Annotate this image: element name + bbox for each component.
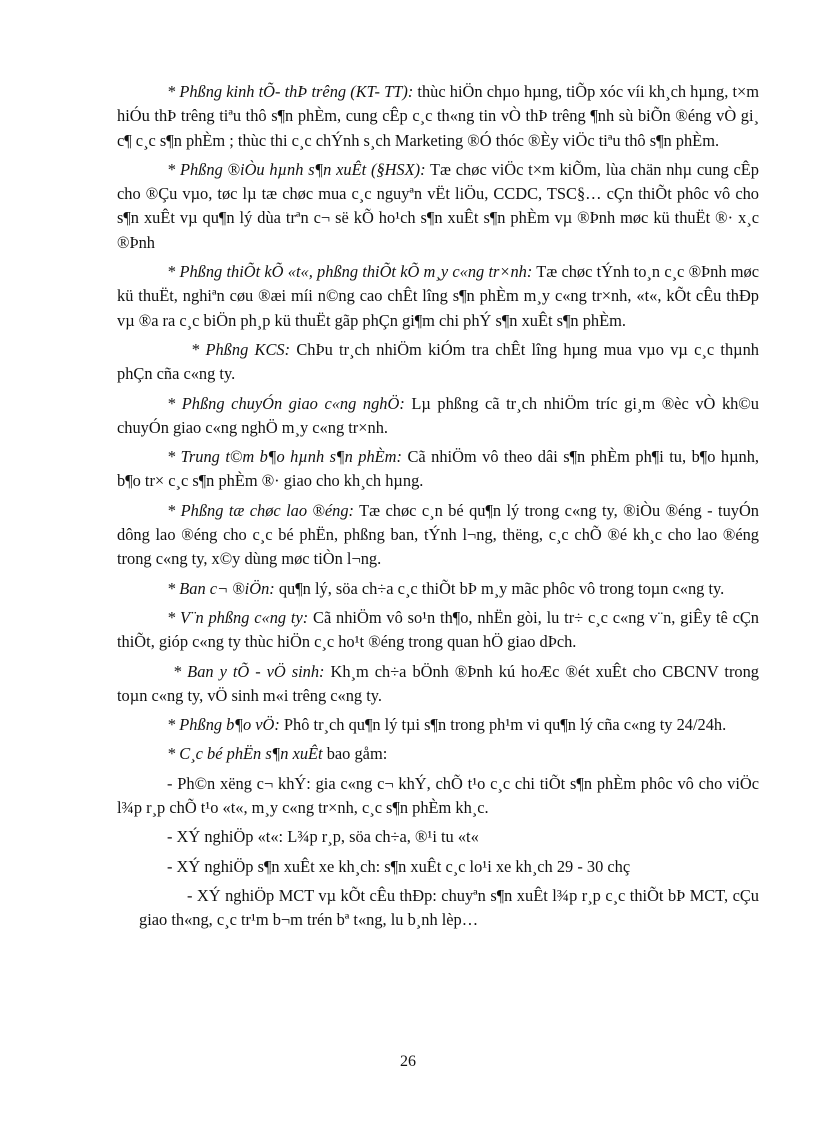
paragraph-text: Tæ chøc viÖc t×m kiÕm, lùa chän nhµ cung cÊp cho ®Çu vµo, tøc lµ tæ chøc mua c¸c nguyªn vËt liÖu, CCDC, TSC§… cÇn thiÕt phôc vô cho s¶n xuÊt vµ qu¶n lý dùa trªn c¬ së kÕ ho¹ch s¶n xuÊt s¶n phÈm vµ ®Þnh møc kü thuËt ®· x¸c ®Þnh	[117, 159, 759, 252]
paragraph-chuyen-giao	[117, 392, 759, 441]
paragraph-label: * Ban c¬ ®iÖn:	[167, 578, 275, 598]
paragraph-text: Cã nhiÖm vô so¹n th¶o, nhËn gòi, lu tr÷ c¸c c«ng v¨n, giÊy tê cÇn thiÕt, gióp c«ng ty thùc hiÖn c¸c ho¹t ®éng trong quan hÖ giao dÞch.	[117, 607, 759, 652]
paragraph-label: * V¨n phßng c«ng ty:	[167, 607, 309, 627]
paragraph-label: * Phßng ®iÒu hµnh s¶n xuÊt (§HSX):	[167, 159, 426, 179]
list-item-text: - Ph©n xëng c¬ khÝ: gia c«ng c¬ khÝ, chÕ t¹o c¸c chi tiÕt s¶n phÈm phôc vô cho viÖc l¾p r¸p chÕ t¹o «t«, m¸y c«ng tr×nh, c¸c s¶n phÈm kh¸c.	[117, 773, 759, 818]
list-item-xn-oto	[117, 825, 759, 849]
paragraph-van-phong	[117, 606, 759, 655]
list-item-xn-xe-khach	[117, 855, 759, 879]
paragraph-label: * Phßng thiÕt kÕ «t«, phßng thiÕt kÕ m¸y c«ng tr×nh:	[167, 262, 533, 282]
paragraph-text: bao gåm:	[322, 744, 388, 764]
paragraph-text: Tæ chøc tÝnh to¸n c¸c ®Þnh møc kü thuËt, nghiªn cøu ®æi míi n©ng cao chÊt lîng s¶n phÈm m¸y c«ng tr×nh, «t«, kÕt cÊu thÐp vµ ®a ra c¸c biÖn ph¸p kü thuËt gãp phÇn gi¶m chi phÝ s¶n xuÊt s¶n phÈm.	[117, 262, 759, 330]
paragraph-kcs	[117, 338, 759, 387]
paragraph-text: thùc hiÖn chµo hµng, tiÕp xóc víi kh¸ch hµng, t×m hiÓu thÞ trêng tiªu thô s¶n phÈm, cung cÊp c¸c th«ng tin vÒ thÞ trêng ¶nh sù biÕn ®éng vÒ gi¸ c¶ c¸c s¶n phÈm ; thùc thi c¸c chÝnh s¸ch Marketing ®Ó thóc ®Èy viÖc tiªu thô s¶n phÈm.	[117, 82, 759, 150]
paragraph-label: * Ban y tÕ - vÖ sinh:	[173, 661, 325, 681]
paragraph-label: * Phßng chuyÓn giao c«ng nghÖ:	[167, 393, 405, 413]
paragraph-text: Lµ phßng cã tr¸ch nhiÖm tríc gi¸m ®èc vÒ kh©u chuyÓn giao c«ng nghÖ m¸y c«ng tr×nh.	[117, 393, 759, 437]
paragraph-label: * Phßng kinh tÕ- thÞ trêng (KT- TT):	[167, 82, 414, 101]
paragraph-text: qu¶n lý, söa ch÷a c¸c thiÕt bÞ m¸y mãc phôc vô trong toµn c«ng ty.	[274, 578, 725, 598]
paragraph-bao-ve	[117, 713, 759, 737]
paragraph-kt-tt	[117, 80, 759, 153]
list-item-text: - XÝ nghiÖp s¶n xuÊt xe kh¸ch: s¶n xuÊt c¸c lo¹i xe kh¸ch 29 - 30 chç	[167, 856, 631, 876]
paragraph-bo-phan-san-xuat	[117, 742, 759, 766]
list-item-xn-mct	[139, 884, 759, 933]
paragraph-lao-dong	[117, 499, 759, 572]
list-item-text: - XÝ nghiÖp MCT vµ kÕt cÊu thÐp: chuyªn s¶n xuÊt l¾p r¸p c¸c thiÕt bÞ MCT, cÇu giao th«ng, c¸c tr¹m b¬m trén bª t«ng, lu b¸nh lèp…	[139, 885, 759, 930]
paragraph-label: * C¸c bé phËn s¶n xuÊt	[167, 744, 323, 764]
paragraph-bao-hanh	[117, 445, 759, 494]
list-item-phan-xuong-co-khi	[117, 772, 759, 821]
paragraph-label: * Phßng tæ chøc lao ®éng:	[167, 500, 355, 520]
paragraph-label: * Trung t©m b¶o hµnh s¶n phÈm:	[167, 447, 402, 467]
paragraph-y-te	[117, 660, 759, 709]
paragraph-text: Kh¸m ch÷a bÖnh ®Þnh kú hoÆc ®ét xuÊt cho CBCNV trong toµn c«ng ty, vÖ sinh m«i trêng c«ng ty.	[117, 661, 759, 705]
paragraph-text: Phô tr¸ch qu¶n lý tµi s¶n trong ph¹m vi qu¶n lý cña c«ng ty 24/24h.	[279, 715, 727, 735]
body-text	[117, 80, 759, 938]
paragraph-text: Tæ chøc c¸n bé qu¶n lý trong c«ng ty, ®iÒu ®éng - tuyÓn dông lao ®éng cho c¸c bé phËn, phßng ban, tÝnh l¬ng, thëng, c¸c chÕ ®é kh¸c cho lao ®éng trong c«ng ty, x©y dùng møc tiÒn l¬ng.	[117, 500, 759, 569]
paragraph-dhsx	[117, 158, 759, 255]
paragraph-label: * Phßng KCS:	[191, 339, 291, 359]
list-item-text: - XÝ nghiÖp «t«: L¾p r¸p, söa ch÷a, ®¹i tu «t«	[167, 827, 479, 847]
paragraph-co-dien	[117, 577, 759, 601]
paragraph-text: ChÞu tr¸ch nhiÖm kiÓm tra chÊt lîng hµng mua vµo vµ c¸c thµnh phÇn cña c«ng ty.	[117, 339, 760, 384]
paragraph-thiet-ke	[117, 260, 759, 333]
page-number: 26	[400, 1053, 416, 1070]
paragraph-text: Cã nhiÖm vô theo dâi s¶n phÈm ph¶i tu, b¶o hµnh, b¶o tr× c¸c s¶n phÈm ®· giao cho kh¸ch hµng.	[117, 447, 759, 491]
paragraph-label: * Phßng b¶o vÖ:	[167, 715, 280, 735]
